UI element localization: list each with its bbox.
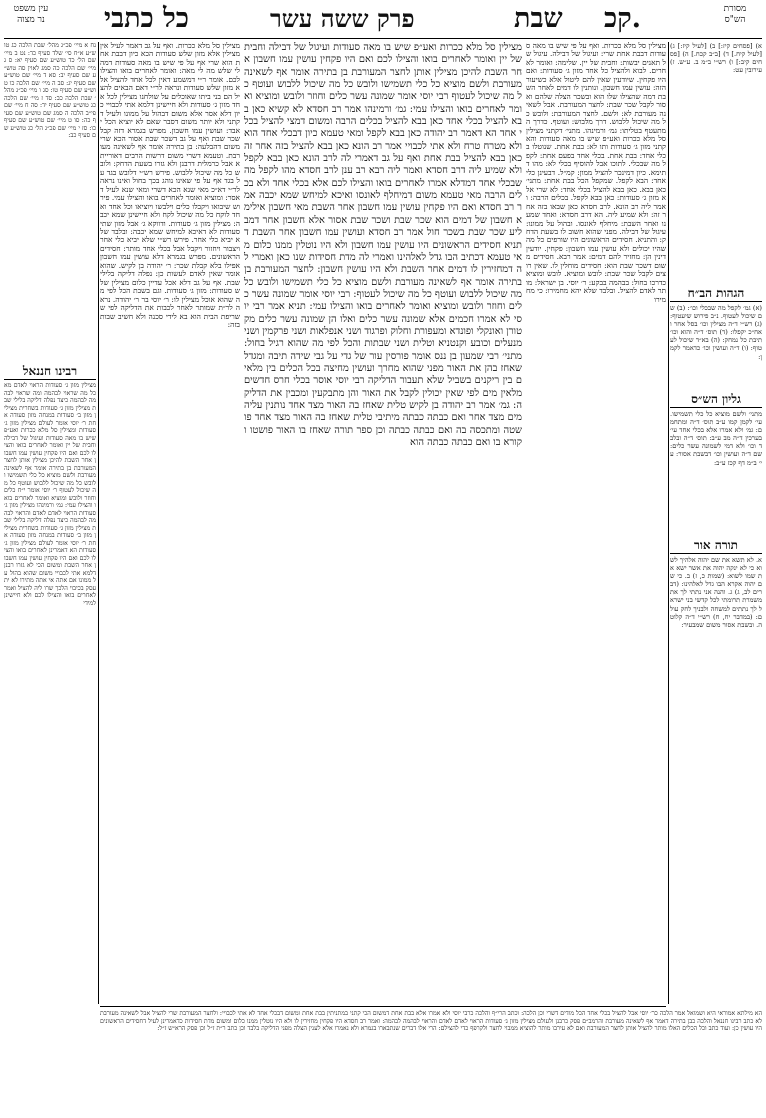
- column-divider: [668, 42, 669, 1004]
- torah-or-text: א. לא תשא את שם יהוה אלהיך לשוא כי לא ינקה יהוה את אשר ישא את שמו לשוא: (שמות כ, ז) ב. כי שם יהוה אקרא הבו גדל לאלהינו: (דברים לב, ג) ג. והנה אני נתתי לך את משמרת תרומתי לכל קדשי בני ישראל לך נתתים למשחה ולבניך לחק עולם: (במדבר יח, ח) רש״י ד״ה קלוטה. ובשבת אסור משום שמבעיר:: [670, 556, 762, 629]
- hagahot-habach-text: (א) גמ׳ לקפל מה שבכלי וכו׳: (ב) שם שיכול לעטוף. נ״ב פירוש שיעטוף: (ג) רש״י ד״ה מצילין וכו׳ בסל אחר ואח״כ יקפלו: (ד) תוס׳ ד״ה והוא וכו׳ תיבת כל נמחק: (ה) בא״ד שיכול לעטוף: (ו) ד״ה ועושין וכו׳ כדאמר לקמן:: [670, 304, 762, 361]
- massoret-label: מסורת: [723, 4, 747, 14]
- hagahot-habach-column: [670, 286, 762, 386]
- gemara-column: [244, 42, 522, 1004]
- bottom-notes-text: הא מילתא אמוראי היא ושמואל אמר הלכה כר׳ יוסי אבל להציל בכלי אחד הכל מודים דשרי וכן הלכה: וכתב הרי״ף והלכה כרבי יוסי ולא אמרו אלא בבת אחת דמשום הכי קתני במתניתין בבת אחת ומשום דבכלי אחד לא אתי לכבויי: ולחצר המעורבת שרי להציל אבל לשאינה מעורבת לא כתב רבינו חננאל והלכה כבן בתירה דאמר אף לשאינה מעורבת והרמב״ם פסק כרבנן ולעולם מצילין מזון ג׳ סעודות הראוי לאדם לאדם והראוי לבהמה לבהמה: ואמר רב חסדא היו פקחין מחזירין לו ולא היו נוטלין ממנו כלום ומשום מדת חסידות כדאמרינן לעיל דחסידים הראשונים היו עושין כן: ועוד כתב וכל הכלים האלו מותר להציל אותן לחצר המעורבת ואם לא עירבו מותר להוציא ממבוי לחצר ולקרפף כדי להצילם: הרי אלו דברים שנתבארו בגמרא ולא נאמרו אלא לענין הצלה מפני הדליקה בלבד וכן כתב ר״ת ז״ל וכן פסק הרא״ש ז״ל:: [100, 1010, 762, 1032]
- torah-or-column: [670, 538, 762, 738]
- bottom-notes: [100, 1010, 762, 1114]
- page-header: [4, 2, 762, 39]
- ner-mitzvah-label: נר מצוה: [17, 15, 45, 25]
- gemara-text: מצילין סל מלא ככרות ואע״פ שיש בו מאה סעודות ועיגול של דבילה וחבית של יין ואומר לאחרים בואו והצילו לכם ואם היו פקחין עושין עמו חשבון אחר השבת להיכן מצילין אותן לחצר המעורבת בן בתירה אומר אף לשאינה מעורבת ולשם מוציא כל כלי תשמישו ולובש כל מה שיכול ללבוש ועוטף כל מה שיכול לעטוף רבי יוסי אומר שמונה עשר כלים וחוזר ולובש ומוציא ואומר לאחרים בואו והצילו עמי: גמ׳ ורמינהו אמר רב חסדא לא קשיא כאן בבא להציל בכלי אחד כאן בבא להציל בכלים הרבה ומשום דמצי להציל בכלי אחד הא דאמר רב יהודה כאן בבא לקפל ומאי טעמא כיון דבכלי אחד הוא ולא מטרח טרח ולא אתי לכבויי אמר רב הונא כאן בבא להציל בזה אחר זה כאן בבא להציל בבת אחת ואף על גב דאמרי לה לרב הונא כאן בבא לקפל ולא שמיע ליה דרב חסדא ואמר ליה רבא רב ענן לרב חסדא מהו לקפל מה שבכלי אחד דמדלא אמרו לאחרים בואו והצילו לכם אלא בכלי אחד ולא בכלים הרבה מאי טעמא משום דמיחלף לאונסו ואיכא למיחש שמא יכבה אמר רב חסדא ואם היו פקחין עושין עמו חשבון אחר השבת מאי חשבון אילימא חשבון של דמים הוא שכר שבת ושכר שבת אסור אלא חשבון אחר דמבליע שכר שבת בשכר חול אמר רב חסדא ועושין עמו חשבון אחר השבת דתניא חסידים הראשונים היו עושין עמו חשבון ולא היו נוטלין ממנו כלום מאי טעמא דכתיב הבו גדל לאלהינו ואמרי לה מדת חסידות שנו כאן ואמרי לה דמחזירין לו דמים אחר השבת ולא היו עושין חשבון: לחצר המעורבת בן בתירה אומר אף לשאינה מעורבת ולשם מוציא כל כלי תשמישו ולובש כל מה שיכול ללבוש ועוטף כל מה שיכול לעטוף: רבי יוסי אומר שמונה עשר כלים וחוזר ולובש ומוציא ואומר לאחרים בואו והצילו עמי: תניא אמר רבי יוסי לא אמרו חכמים אלא שמונה עשר כלים ואלו הן שמונה עשר כלים מקטורן ואונקלי ופונדא ומעפורת וחלוק ופרגוד ושני אנפלאות ושני פרקמין ושני מנעלים וכובע וקנטניא וטלית ושני שבתות והכל לפי מה שהוא רגיל בחול: מתני׳ רבי שמעון בן ננס אומר פורסין עור של גדי על גבי שידה תיבה ומגדל שאחז בהן את האור מפני שהוא מחרך ועושין מחיצה בכל הכלים בין מלאים בין ריקנים בשביל שלא תעבור הדליקה רבי יוסי אוסר בכלי חרס חדשים מלאין מים לפי שאין יכולין לקבל את האור והן מתבקעין ומכבין את הדליקה: גמ׳ אמר רב יהודה בן לקיש טלית שאחז בה האור מצד אחד נותנין עליה מים מצד אחר ואם כבתה כבתה מיתיבי טלית שאחז בה האור מצד אחד פושטה ומתכסה בה ואם כבתה כבתה וכן ספר תורה שאחז בו האור פושטו וקורא בו ואם כבתה כבתה הוא: [244, 42, 522, 448]
- tractate-title: שבת: [514, 3, 563, 34]
- rabbeinu-chananel-title: רבינו חננאל: [4, 364, 96, 380]
- rashi-text: מצילין סל מלא ככרות. ואף על פי שיש בו מאה סעודות דבבת אחת שרי: ועיגול של דבילה. עיגול של תאנים יבשות: וחבית של יין. שלימה: ואומר לאחרים. לבוא ולהציל כל אחד מזון ג׳ סעודות: ואם היו פקחין. שיודעין שאין להם ליטול אלא כשיעור הזה: עושין עמו חשבון. ונותנין לו דמים לאחר השבת דמה שהצילו שלו הוא ובשכר הצלה שלהם ואסור לקבל שכר שבת: לחצר המעורבת. אבל לשאינה מעורבת לא: ולשם. לחצר המעורבת: ולובש כל מה שיכול ללבוש. דרך מלבוש: ועוטף. כדרך המתעטף בטליתו: גמ׳ ורמינהו. מתני׳ דקתני מצילין סל מלא ככרות ואע״פ שיש בו מאה סעודות והא קתני מזון ג׳ סעודות ותו לא: בבת אחת. שנוטלו בכלי אחד: בבת אחת. בכלי אחד בפעם אחת: לקפל מה שבכלי. לתוכו אבל להוסיף בכלי לא: מהו דתימא. כיון דמינכר להציל ממון: קמ״ל. דבעינן כלי אחד: הבא לקפל. שמקפל הכל בבת אחת: מתני׳ כאן בבא. כאן בבא להציל בכלי אחד: לא שרי אלא מזון ג׳ סעודות: כאן בבא לקפל. בכלים הרבה: ואמר ליה רב הונא. לרב חסדא כאן שבאו בזה אחר זה: ולא שמיע ליה. הא דרב חסדא: ואחד שמענו ואחר השבת: מיחלף לאונסו. ובהול על ממונו: עיגול של דבילה. מפני שהוא חשוב לו בשעת הדחק: והתניא. חסידים הראשונים היו שורפים כל מה שהיו יכולים ולא עושין עמו חשבון: פקחין. יודעין דינין הן: מחזיר להם דמים: אמר רבא. חסידים משום דשכר שבת הוא: חסידים מוחלין לו. שאין רוצים לקבל שכר שבת: לובש ומוציא. לובש ומוציא כדרכו בחול: בבהמה בבקע: ר׳ יוסי. בן ישראל: מותר לאדם להציל. ובלבד שלא יהא מחמירו: כי מחמירו: [526, 42, 666, 304]
- gilyon-hashas-column: [670, 392, 762, 532]
- hashas-label: הש"ס: [724, 15, 746, 25]
- ein-mishpat-text: נח א מיי׳ פכ״ג מהל׳ שבת הלכה כג טוש״ע א״ח סי׳ שלד סעיף כד: נט ב מיי׳ שם הל׳ כד טוש״ע שם סעיף יא: ס ג מיי׳ שם הלכה כה סמג לאוין סה טוש״ע שם סעיף יב: סא ד מיי׳ שם טוש״ע שם סעיף יג: סב ה מיי׳ שם הלכה כו טוש״ע שם סעיף טו: סג ו מיי׳ פכ״ג מהל׳ שבת הלכה כב: סד ז מיי׳ שם הלכה כג טוש״ע שם סעיף יד: סה ח מיי׳ שם פי״ב הלכה ה סמג שם טוש״ע שם סעיף כה: סו ט מיי׳ שם טוש״ע שם סעיף כו: סז י מיי׳ שם פכ״ג הל׳ כג טוש״ע שם סעיף כב:: [4, 42, 96, 139]
- massoret-hashas-text: א) [פסחים קיז:] ב) [לעיל קיז:] ג) [לעיל קיח.] ד) [ב״ב קכח.] ה) [פסחים קיב:] ו) רש״י ב״מ ב. ע״ש. ז) עירובין עט:: [670, 42, 762, 75]
- chapter-title: פרק ששה עשר: [270, 4, 415, 33]
- column-divider: [98, 42, 99, 1004]
- ein-mishpat-label: עין משפט: [13, 4, 49, 14]
- rabbeinu-chananel-column: [4, 364, 96, 1004]
- torah-or-title: תורה אור: [670, 538, 762, 554]
- massoret-hashas-column: [670, 42, 762, 282]
- ein-mishpat-column: [4, 42, 96, 360]
- gilyon-hashas-title: גליון הש״ס: [670, 392, 762, 408]
- rashi-column: [526, 42, 666, 1004]
- gilyon-hashas-text: מתני׳ ולשם מוציא כל כלי תשמישו. עי׳ לקמן קמו ע״ב תוס׳ ד״ה ומתחמם: גמ׳ ולא אמרו אלא בכלי אחד עי׳ בערכין ד״ה מב ע״ב: תוס׳ ד״ה ובלבד וכו׳ ולא דמי לשמונה עשר כלים: שם ד״ה ועושין וכו׳ דבשבת אסור: עי׳ ב״מ דף קכז ע״ב:: [670, 410, 762, 467]
- tosafot-text: מצילין סל מלא ככרות. ואף על גב דאמר לעיל אין מצילין אלא מזון שלש סעודות הכא כיון דבבת אחת הוא שרי אף על פי שיש בו מאה סעודות דמה לי שלש מה לי מאה: ואומר לאחרים בואו והצילו לכם. אומר ר״י דמשמע דאין לכל אחד להציל אלא מזון שלש סעודות ונראה לר״י דאם הבאים להציל הם בני ביתו שאוכלים על שולחנו מצילין לכל אחד מזון ג׳ סעודות ולא חיישינן דלמא אתי לכבויי כיון דלא אסר אלא משום דבהול על ממונו ולעיל דקתני ולא יותר משום דסבר שאם לא יוציא הכל יאבד: ועושין עמו חשבון. מפרש בגמרא דזה קבל שכר שבת ואף על גב דשכר שבת אסור הכא שרי משום דהבלעה: בן בתירה אומר אף לשאינה מעורבת. וטעמא דשרי משום דרשות הרבים דאורייתא אבל כרמלית דרבנן ולא גזרו בשעת הדחק: ולובש כל מה שיכול ללבוש. פירש רש״י דלובש בגד על בגד אף על פי שאינו נוהג בכך בחול ואינו נראה לר״י דא״כ מאי שנא הכא דשרי ומאי שנא לעיל דאסר: ומוציא ואומר לאחרים בואו והצילו עמי. פירוש שיבואו ויקבלו כלים וילבשו ויוציאו וכל אחד ואחד לוקח כל מה שיכול לקח ולא חיישינן שמא יכבה: מצילין מזון ג׳ סעודות. ודווקא ג׳ אבל מזון שתי סעודות לא דאיכא למיחש שמא יכבה: ובלבד שלא יביא כלי אחר. פירש רש״י שלא יביא כלי אחר ויצבור ויחזור ויקבל אבל בכלי אחד מותר: חסידים הראשונים. מפרש בגמרא דלא עושין עמו חשבון אפילו בלא קבלת שכר: ר׳ יהודה בן לקיש. שהוא אומר שאין לאדם לעשות כן: נפלה דליקה בלילי שבת. אף על גב דלא אכל עדיין כלום מצילין שלש סעודות: מזון ג׳ סעודות. וגם בשבת הכל לפי מה שהוא אוכל מצילין לו: ר׳ יוסי בר ר׳ יהודה. נראה לר״ת שמותר לאחר לכבות את הדליקה לפי ששריפת הבית הוא בא לידי סכנה ולא חשיב שבות בזה:: [100, 42, 240, 329]
- bottom-divider: [100, 1006, 666, 1007]
- folio-number: קכ.: [604, 3, 642, 34]
- rabbeinu-chananel-text: מצילין מזון ג׳ סעודות הראוי לאדם מאכל מה שראוי לבהמה ומה שראוי לבהמה לבהמה כיצד נפלה דליקה בלילי שבת מצילין מזון ג׳ סעודות בשחרית מצילין מזון ב׳ סעודות במנחה מזון סעודה אחת ר׳ יוסי אומר לעולם מצילין מזון ג׳ סעודות ומצילין סל מלא ככרות ואע״פ שיש בו מאה סעודות ועיגול של דבילה וחבית של יין ואומר לאחרים בואו והצילו לכם ואם היו פקחין עושין עמו חשבון אחר השבת להיכן מצילין אותן לחצר המעורבת בן בתירה אומר אף לשאינה מעורבת ולשם מוציא כל כלי תשמישו ולובש כל מה שיכול ללבוש ועוטף כל מה שיכול לעטוף ר׳ יוסי אומר י״ח כלים וחוזר ולובש ומוציא ואומר לאחרים בואו והצילו עמי: גמ׳ ורמינהו מצילין מזון ג׳ סעודות הראוי לאדם לאדם והראוי לבהמה לבהמה כיצד נפלה דליקה בלילי שבת מצילין מזון ג׳ סעודות בשחרית מצילין מזון ב׳ סעודות במנחה מזון סעודה אחת ר׳ יוסי אומר לעולם מצילין מזון ג׳ סעודות הא דאמרינן לאחרים בואו והצילו לכם ואם היו פקחין עושין עמו חשבון אחר השבת ומשום הכי לא גזרו רבנן דלמא אתי לכבויי משום שהוא בהול על ממונו אם אתה אי אתה מתירו לא יתעסק בכיבוי הלכך שרו ליה להציל ואמר לאחרים בואו והצילו לכם ולא חיישינן למידי: [4, 382, 96, 607]
- page-title-left: כל כתבי: [104, 3, 189, 34]
- hagahot-habach-title: הגהות הב״ח: [670, 286, 762, 302]
- tosafot-column: [100, 42, 240, 1004]
